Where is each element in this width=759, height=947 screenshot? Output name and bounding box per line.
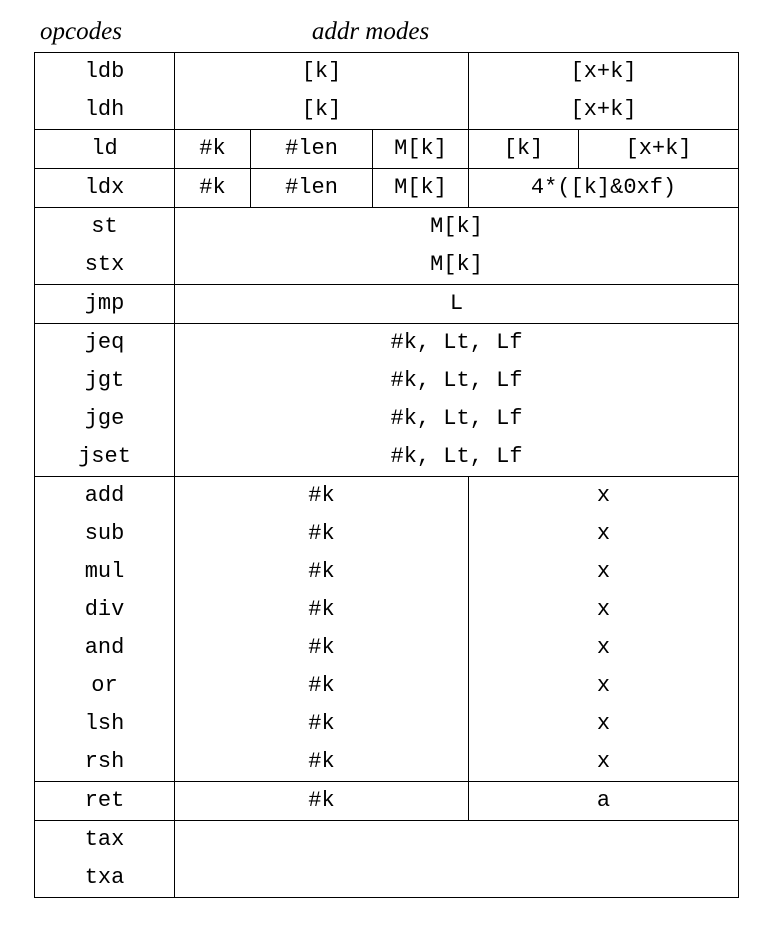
opcode-cell: jset [35,438,175,477]
addr-mode-cell: L [175,285,739,324]
addr-mode-cell: M[k] [175,246,739,285]
addr-mode-cell: x [469,705,739,743]
opcode-cell: and [35,629,175,667]
addr-mode-cell: #k [175,743,469,782]
heading-opcodes: opcodes [40,18,122,45]
opcode-cell: tax [35,821,175,860]
addr-mode-cell: x [469,515,739,553]
addr-mode-cell: x [469,667,739,705]
addr-mode-cell: #k [175,130,251,169]
addr-mode-cell: a [469,782,739,821]
addr-mode-cell: #len [251,169,373,208]
opcode-cell: st [35,208,175,247]
bpf-table [34,52,739,898]
addr-mode-cell: #k [175,629,469,667]
table-row [35,285,739,324]
table-row [35,130,739,169]
opcode-cell: stx [35,246,175,285]
table-row [35,705,739,743]
opcode-cell: add [35,477,175,516]
addr-mode-cell: 4*([k]&0xf) [469,169,739,208]
addr-mode-cell: [k] [469,130,579,169]
table-row [35,782,739,821]
table-row [35,169,739,208]
opcode-cell: jeq [35,324,175,363]
addr-mode-cell: #k [175,667,469,705]
table-row [35,208,739,247]
addr-mode-cell: [x+k] [469,91,739,130]
opcode-cell: rsh [35,743,175,782]
addr-mode-cell: #k, Lt, Lf [175,324,739,363]
opcode-cell: txa [35,859,175,898]
table-row [35,629,739,667]
addr-mode-cell: #k, Lt, Lf [175,438,739,477]
addr-mode-cell: [x+k] [579,130,739,169]
table-row [35,821,739,860]
addr-mode-cell: #k [175,477,469,516]
addr-mode-cell: #k, Lt, Lf [175,362,739,400]
table-row [35,91,739,130]
addr-mode-cell: x [469,629,739,667]
addr-mode-cell: #k [175,591,469,629]
table-row [35,246,739,285]
addr-mode-cell: #k [175,515,469,553]
opcode-cell: or [35,667,175,705]
addr-mode-cell: #len [251,130,373,169]
addr-mode-cell: [k] [175,53,469,92]
table-row [35,515,739,553]
addr-mode-cell: #k [175,553,469,591]
addr-mode-cell: #k [175,169,251,208]
heading-addr-modes: addr modes [311,18,430,45]
table-row [35,400,739,438]
addr-mode-cell [175,821,739,860]
opcode-cell: div [35,591,175,629]
addr-mode-cell: [x+k] [469,53,739,92]
opcode-cell: ldh [35,91,175,130]
addr-mode-cell: x [469,553,739,591]
addr-mode-cell: #k [175,705,469,743]
addr-mode-cell: x [469,591,739,629]
opcode-cell: ldx [35,169,175,208]
table-row [35,667,739,705]
opcode-cell: ldb [35,53,175,92]
table-row [35,477,739,516]
addr-mode-cell [175,859,739,898]
addr-mode-cell: x [469,743,739,782]
opcode-cell: ret [35,782,175,821]
opcode-cell: lsh [35,705,175,743]
table-row [35,438,739,477]
opcode-cell: mul [35,553,175,591]
table-row [35,324,739,363]
opcode-cell: sub [35,515,175,553]
table-row [35,53,739,92]
addr-mode-cell: M[k] [373,169,469,208]
column-headings [34,18,737,52]
addr-mode-cell: [k] [175,91,469,130]
table-row [35,859,739,898]
addr-mode-cell: M[k] [373,130,469,169]
addr-mode-cell: x [469,477,739,516]
table-row [35,591,739,629]
addr-mode-cell: #k, Lt, Lf [175,400,739,438]
opcode-cell: jge [35,400,175,438]
addr-mode-cell: M[k] [175,208,739,247]
opcode-cell: ld [35,130,175,169]
opcode-cell: jmp [35,285,175,324]
table-row [35,553,739,591]
table-row [35,362,739,400]
table-row [35,743,739,782]
addr-mode-cell: #k [175,782,469,821]
opcode-cell: jgt [35,362,175,400]
